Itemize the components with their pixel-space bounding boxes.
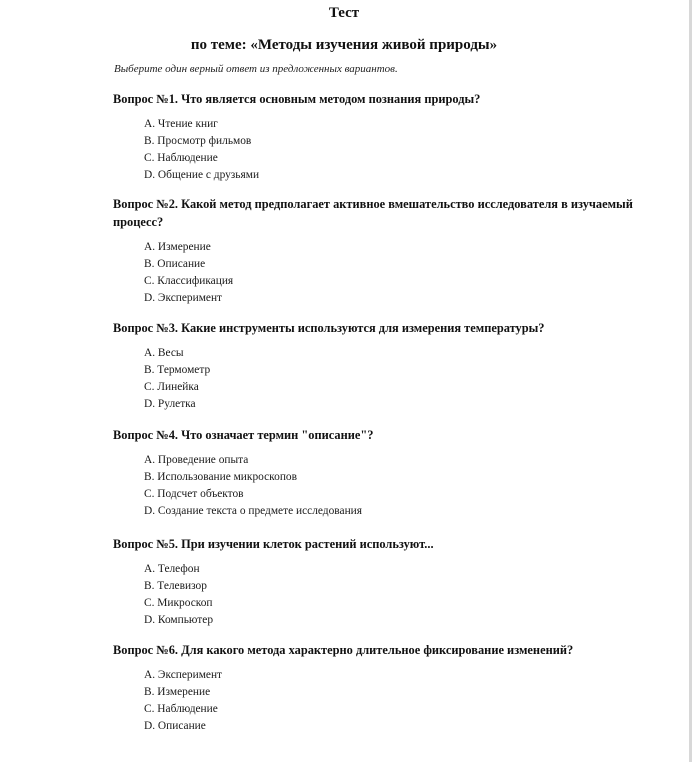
question-6 bbox=[113, 641, 633, 735]
answer-option-a: A. Телефон bbox=[144, 563, 200, 575]
answer-option-a: A. Чтение книг bbox=[144, 118, 218, 130]
answer-options bbox=[113, 561, 633, 629]
answer-option-b: B. Описание bbox=[144, 258, 206, 270]
answer-option-a: A. Эксперимент bbox=[144, 669, 223, 681]
answer-option-d: D. Описание bbox=[144, 720, 206, 732]
answer-option-d: D. Рулетка bbox=[144, 398, 196, 410]
answer-option-c: C. Подсчет объектов bbox=[144, 488, 244, 500]
question-text: Вопрос №3. Какие инструменты используются для измерения температуры? bbox=[113, 321, 545, 335]
question-2 bbox=[113, 195, 633, 307]
answer-option-b: B. Измерение bbox=[144, 686, 211, 698]
answer-options bbox=[113, 239, 633, 307]
instruction-text: Выберите один верный ответ из предложенных вариантов. bbox=[114, 63, 398, 75]
document-subtitle: по теме: «Методы изучения живой природы» bbox=[190, 37, 498, 53]
answer-option-b: B. Использование микроскопов bbox=[144, 471, 297, 483]
answer-option-c: C. Микроскоп bbox=[144, 597, 213, 609]
answer-option-d: D. Компьютер bbox=[144, 614, 214, 626]
answer-option-d: D. Эксперимент bbox=[144, 292, 223, 304]
question-3 bbox=[113, 319, 633, 413]
answer-option-c: C. Линейка bbox=[144, 381, 199, 393]
answer-option-c: C. Наблюдение bbox=[144, 152, 218, 164]
question-text: Вопрос №6. Для какого метода характерно длительное фиксирование изменений? bbox=[113, 643, 574, 657]
answer-option-c: C. Классификация bbox=[144, 275, 234, 287]
question-5 bbox=[113, 535, 633, 629]
answer-options bbox=[113, 116, 633, 184]
answer-options bbox=[113, 345, 633, 413]
question-text: Вопрос №5. При изучении клеток растений используют... bbox=[113, 537, 434, 551]
question-4 bbox=[113, 426, 633, 520]
answer-option-a: A. Измерение bbox=[144, 241, 211, 253]
question-text: Вопрос №2. Какой метод предполагает активное вмешательство исследователя в изучаемый процесс? bbox=[113, 197, 633, 229]
question-text: Вопрос №1. Что является основным методом познания природы? bbox=[113, 92, 481, 106]
answer-options bbox=[113, 667, 633, 735]
answer-option-a: A. Весы bbox=[144, 347, 184, 359]
answer-option-c: C. Наблюдение bbox=[144, 703, 218, 715]
answer-option-d: D. Создание текста о предмете исследования bbox=[144, 505, 362, 517]
answer-option-b: B. Термометр bbox=[144, 364, 211, 376]
document-title: Тест bbox=[328, 5, 360, 21]
answer-options bbox=[113, 452, 633, 520]
question-text: Вопрос №4. Что означает термин "описание"? bbox=[113, 428, 374, 442]
answer-option-b: B. Просмотр фильмов bbox=[144, 135, 252, 147]
answer-option-d: D. Общение с друзьями bbox=[144, 169, 260, 181]
answer-option-b: B. Телевизор bbox=[144, 580, 207, 592]
answer-option-a: A. Проведение опыта bbox=[144, 454, 249, 466]
question-1 bbox=[113, 90, 633, 184]
